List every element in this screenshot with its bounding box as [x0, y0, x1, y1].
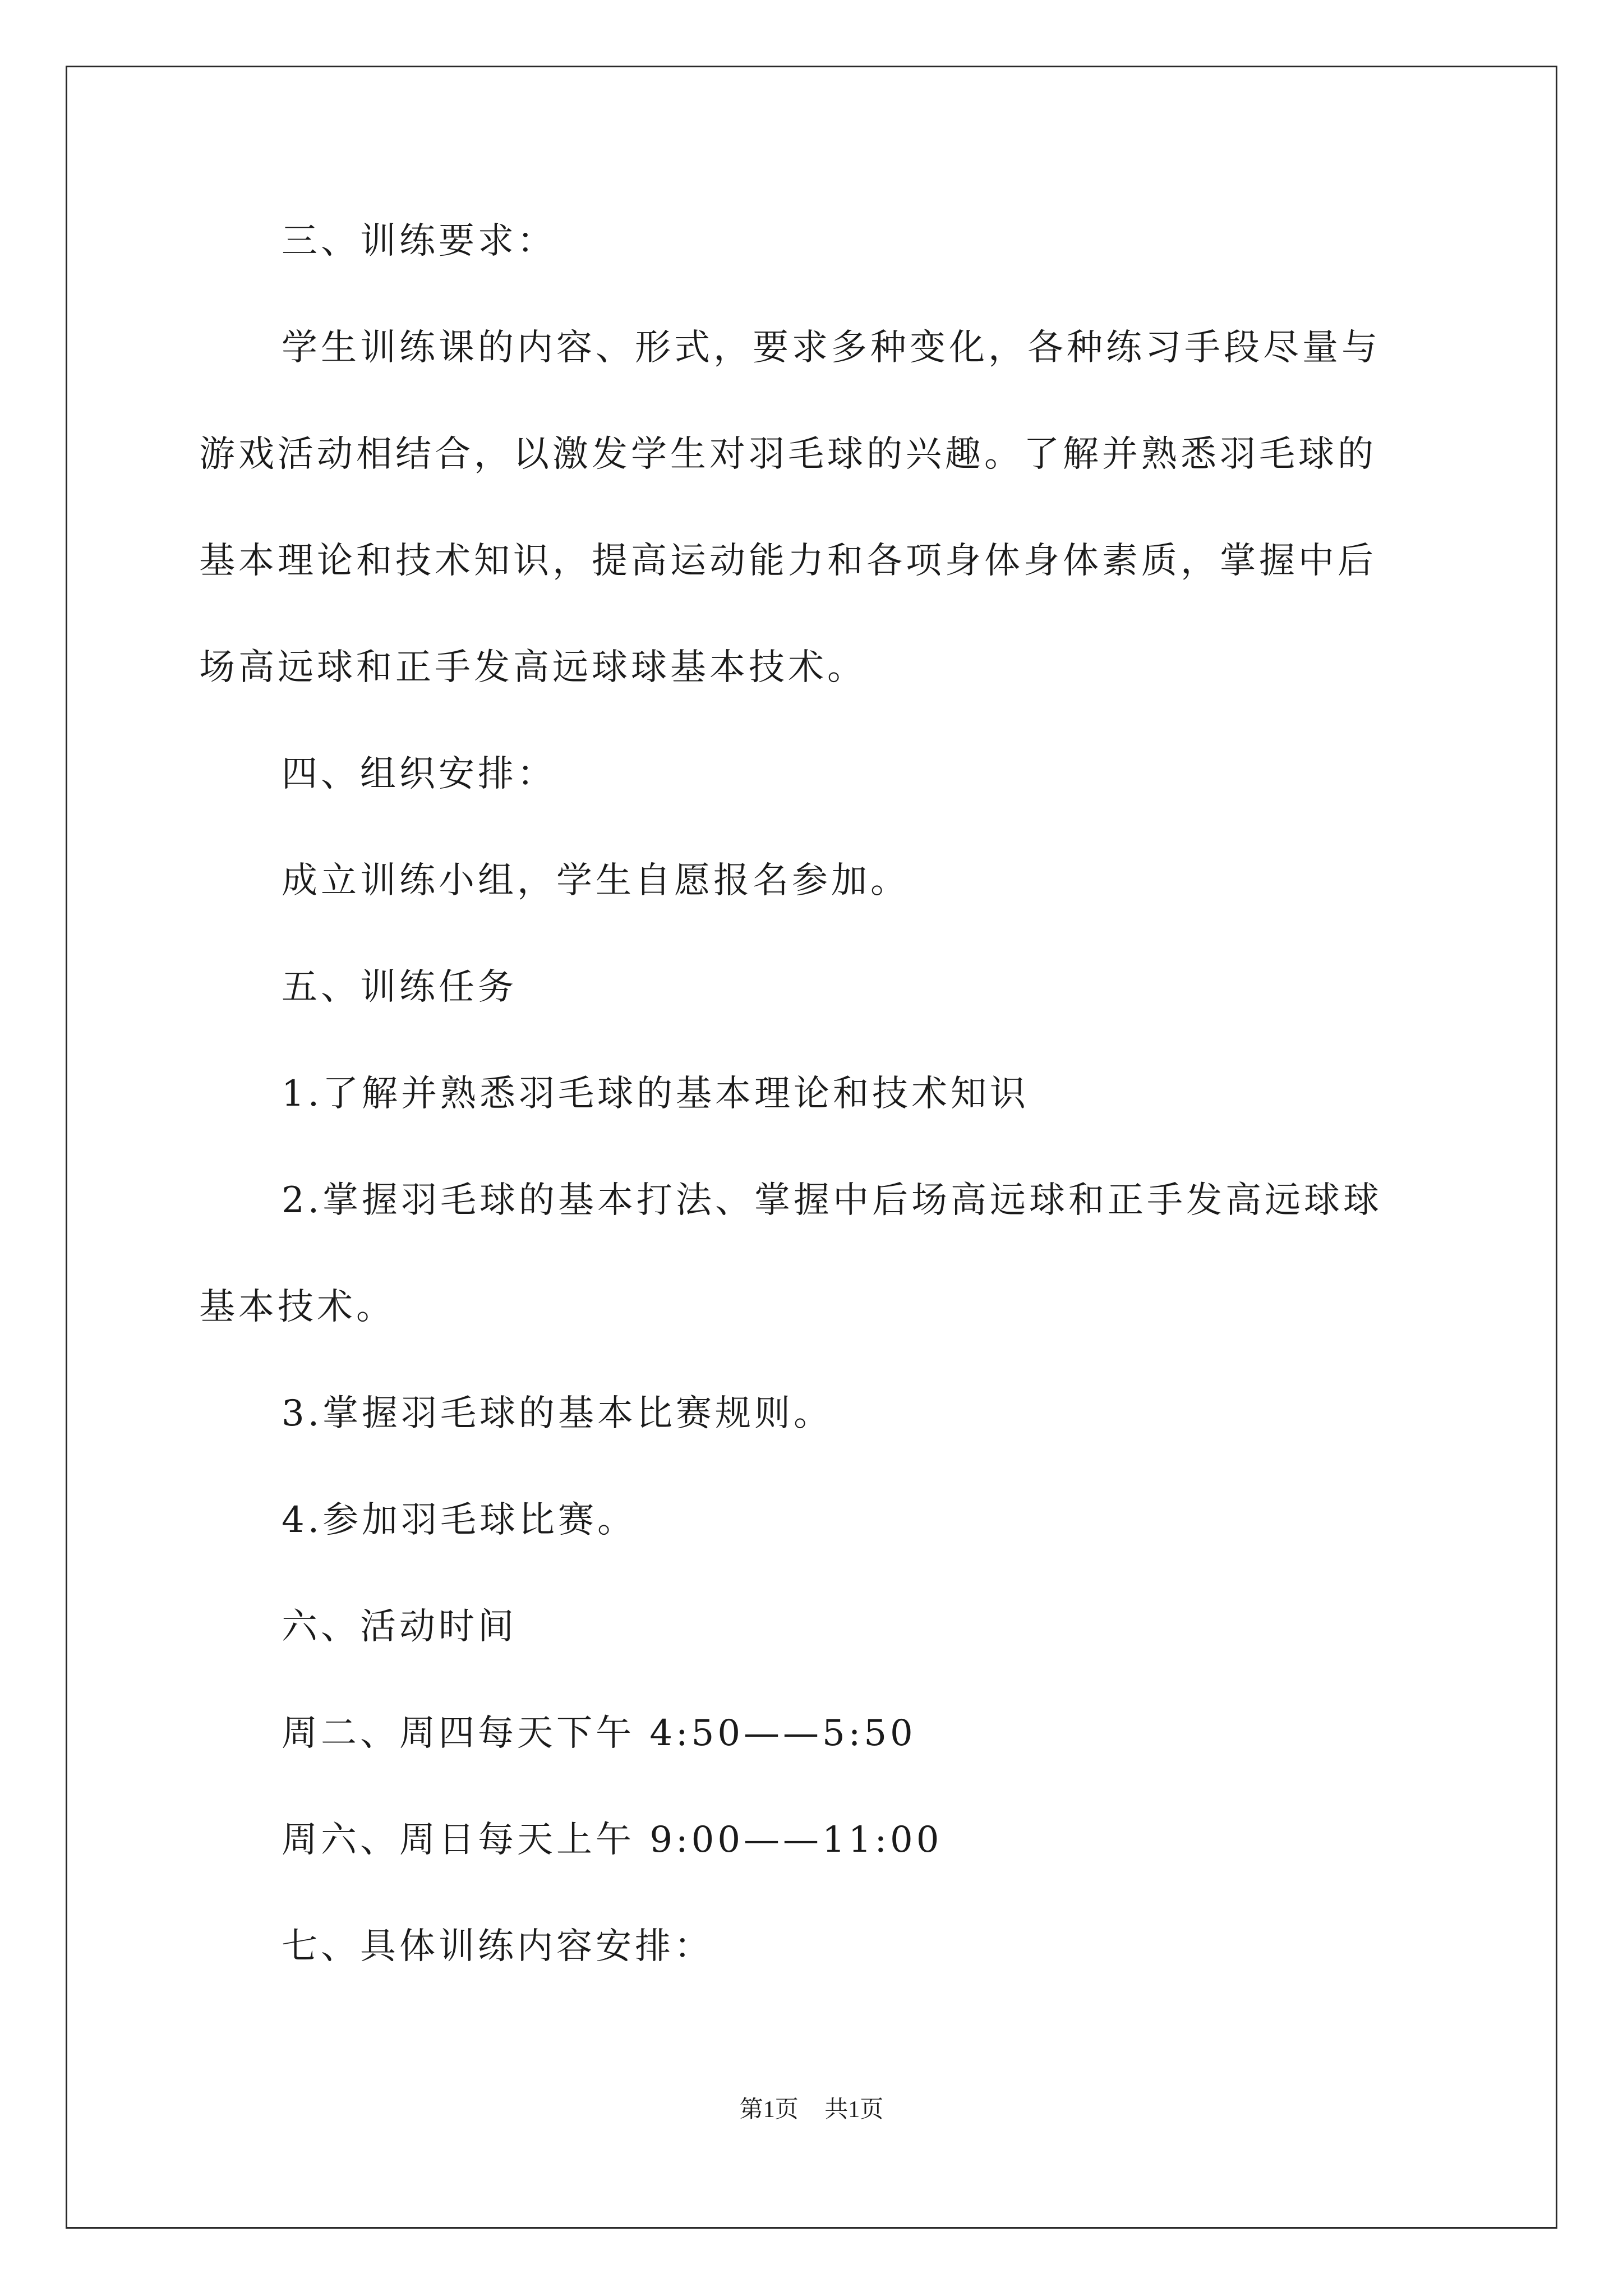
paragraph-line: 场高远球和正手发高远球球基本技术。: [199, 647, 866, 688]
page-border: [66, 66, 1557, 2229]
section-heading-training-requirements: 三、训练要求：: [282, 220, 556, 262]
section-heading-training-tasks: 五、训练任务: [282, 967, 517, 1008]
list-item: 4.参加羽毛球比赛。: [282, 1499, 637, 1541]
list-item-continuation: 基本技术。: [199, 1286, 395, 1328]
section-heading-organization: 四、组织安排：: [282, 753, 556, 795]
page-footer: [0, 2096, 1623, 2124]
list-item: 1.了解并熟悉羽毛球的基本理论和技术知识: [282, 1073, 1030, 1115]
schedule-line: 周六、周日每天上午 9:00——11:00: [282, 1819, 943, 1861]
section-heading-activity-time: 六、活动时间: [282, 1606, 517, 1648]
list-item: 2.掌握羽毛球的基本打法、掌握中后场高远球和正手发高远球球: [282, 1180, 1383, 1221]
paragraph-line: 基本理论和技术知识，提高运动能力和各项身体身体素质，掌握中后: [199, 540, 1377, 582]
list-item: 3.掌握羽毛球的基本比赛规则。: [282, 1393, 833, 1434]
paragraph-line: 学生训练课的内容、形式，要求多种变化，各种练习手段尽量与: [282, 327, 1381, 369]
section-heading-training-content: 七、具体训练内容安排：: [282, 1926, 713, 1967]
schedule-line: 周二、周四每天下午 4:50——5:50: [282, 1713, 916, 1754]
paragraph-line: 成立训练小组，学生自愿报名参加。: [282, 860, 910, 901]
page-number-total: 共1页: [824, 2097, 884, 2123]
page-number-current: 第1页: [739, 2097, 799, 2123]
paragraph-line: 游戏活动相结合，以激发学生对羽毛球的兴趣。了解并熟悉羽毛球的: [199, 434, 1377, 475]
